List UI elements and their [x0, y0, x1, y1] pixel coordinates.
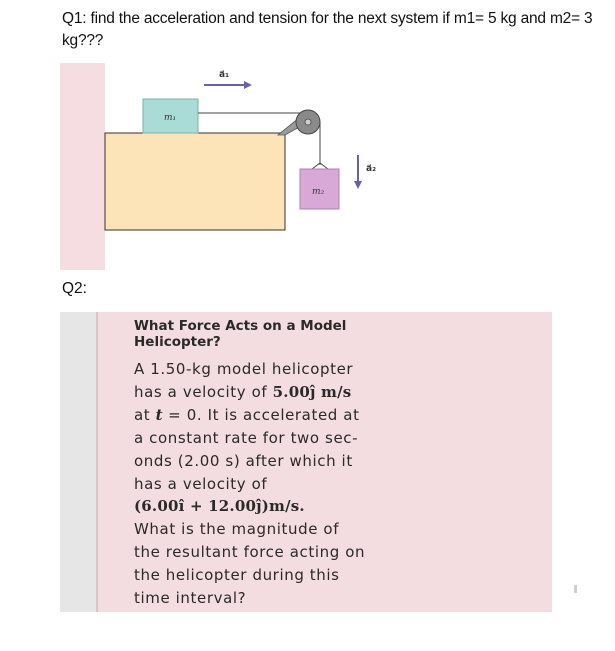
line-text: A 1.50-kg model helicopter [134, 360, 354, 378]
panel-line-4 [134, 429, 358, 447]
line-text: onds (2.00 s) after which it [134, 452, 353, 470]
line-text: What is the magnitude of [134, 520, 340, 538]
table [105, 133, 285, 230]
panel-line-9 [134, 543, 365, 561]
line-math: 5.00ĵ m/s [272, 383, 352, 401]
panel-line-3 [134, 406, 360, 424]
arrowhead-2 [354, 181, 362, 189]
line-text: has a velocity of [134, 475, 268, 493]
line-text: time interval? [134, 589, 247, 607]
panel-line-5 [134, 452, 353, 470]
panel-title [134, 318, 514, 350]
panel-line-11 [134, 589, 246, 607]
panel-line-8 [134, 520, 339, 538]
panel-line-6 [134, 475, 267, 493]
line-math: (6.00î + 12.00ĵ)m/s. [134, 497, 305, 515]
scroll-indicator [574, 585, 577, 593]
line-text: has a velocity of [134, 383, 273, 401]
panel-title-line-2: Helicopter? [134, 334, 221, 350]
line-text-2: = 0. It is accelerated at [162, 406, 360, 424]
line-text: the helicopter during this [134, 566, 340, 584]
panel-title-line-1: What Force Acts on a Model [134, 318, 347, 334]
panel-line-2 [134, 383, 351, 401]
line-text: the resultant force acting on [134, 543, 366, 561]
a2-label: a⃗₂ [366, 164, 377, 174]
m1-label: m₁ [164, 113, 177, 123]
wall [60, 63, 105, 270]
question-1-text: Q1: find the acceleration and tension for the next system if m1= 5 kg and m2= 3 kg??? [62, 10, 593, 49]
arrowhead-1 [244, 81, 252, 89]
panel-line-1 [134, 360, 353, 378]
m2-label: m₂ [312, 187, 325, 197]
pulley-system-figure [60, 63, 395, 270]
panel-line-7 [134, 497, 305, 515]
line-math: t [155, 406, 163, 424]
panel-line-10 [134, 566, 340, 584]
line-text: at [134, 406, 156, 424]
a1-label: a⃗₁ [219, 70, 230, 80]
question-2-label: Q2: [62, 280, 87, 297]
pulley-axle [305, 119, 311, 125]
line-text: a constant rate for two sec- [134, 429, 359, 447]
